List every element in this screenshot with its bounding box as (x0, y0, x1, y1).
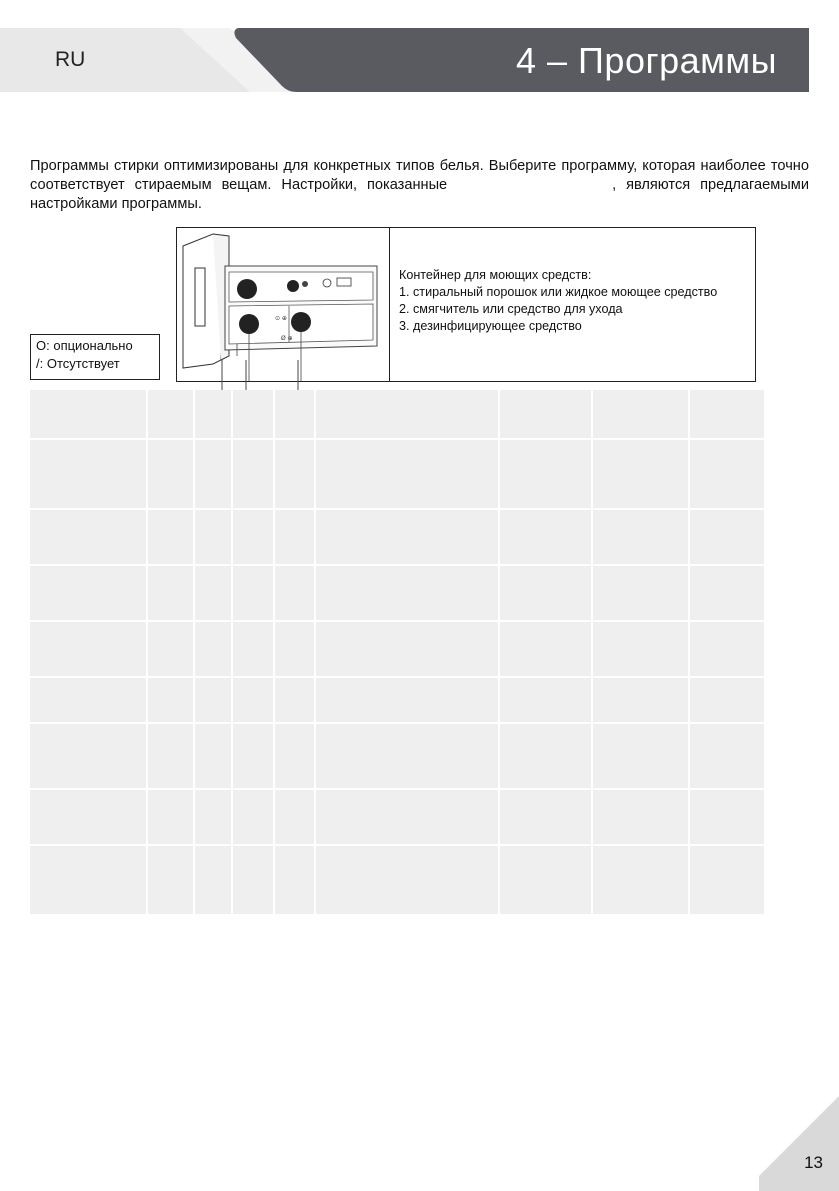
table-cell (275, 440, 316, 508)
drawer-item-2: 2. смягчитель или средство для ухода (399, 302, 623, 316)
table-cell (500, 790, 593, 844)
table-cell (30, 390, 148, 438)
table-cell (195, 510, 233, 564)
table-cell (593, 566, 690, 620)
table-cell (593, 724, 690, 788)
table-cell (148, 390, 195, 438)
table-cell (500, 566, 593, 620)
table-cell (275, 724, 316, 788)
table-cell (275, 678, 316, 722)
table-cell (316, 622, 500, 676)
section-title: 4 – Программы (516, 40, 778, 81)
table-cell (690, 510, 764, 564)
table-cell (593, 678, 690, 722)
drawer-item-3: 3. дезинфицирующее средство (399, 319, 582, 333)
table-row (30, 622, 764, 676)
table-cell (195, 790, 233, 844)
table-cell (275, 846, 316, 914)
table-cell (233, 678, 275, 722)
page-number: 13 (804, 1153, 823, 1172)
compartment-2-marker (239, 314, 259, 334)
table-cell (316, 510, 500, 564)
intro-text-2: , (612, 177, 617, 193)
table-cell (148, 790, 195, 844)
table-cell (690, 390, 764, 438)
table-cell (275, 390, 316, 438)
table-cell (195, 566, 233, 620)
table-cell (275, 510, 316, 564)
legend-optional: O: опционально (36, 338, 133, 353)
drawer-item-1: 1. стиральный порошок или жидкое моющее средство (399, 285, 718, 299)
svg-text:Ø ⊕: Ø ⊕ (281, 335, 293, 342)
table-cell (690, 622, 764, 676)
compartment-1-marker (237, 279, 257, 299)
table-cell (148, 724, 195, 788)
table-cell (148, 846, 195, 914)
table-cell (233, 622, 275, 676)
table-cell (148, 678, 195, 722)
table-cell (316, 440, 500, 508)
table-cell (593, 510, 690, 564)
table-cell (500, 440, 593, 508)
table-cell (195, 724, 233, 788)
page-corner (759, 1096, 839, 1191)
table-cell (148, 566, 195, 620)
table-cell (195, 390, 233, 438)
table-cell (233, 510, 275, 564)
program-table (30, 390, 764, 916)
table-cell (690, 724, 764, 788)
intro-text-1: Программы стирки оптимизированы для конкретных типов белья. Выберите программу, которая наиболее точно соответствует стираемым вещам. Настройки, показанные (30, 158, 809, 193)
table-row (30, 678, 764, 722)
table-cell (195, 846, 233, 914)
table-cell (316, 790, 500, 844)
table-cell (275, 622, 316, 676)
table-cell (30, 678, 148, 722)
table-cell (275, 790, 316, 844)
table-cell (593, 622, 690, 676)
detergent-drawer-box (176, 227, 756, 382)
table-cell (233, 566, 275, 620)
table-cell (233, 790, 275, 844)
table-cell (593, 390, 690, 438)
table-cell (593, 846, 690, 914)
table-row (30, 846, 764, 914)
table-cell (30, 566, 148, 620)
table-cell (500, 390, 593, 438)
table-cell (593, 440, 690, 508)
table-cell (30, 724, 148, 788)
table-row (30, 790, 764, 844)
table-cell (195, 678, 233, 722)
table-cell (690, 790, 764, 844)
legend-box (30, 334, 160, 380)
table-cell (275, 566, 316, 620)
table-cell (233, 440, 275, 508)
legend-absent: /: Отсутствует (36, 356, 120, 371)
table-cell (500, 846, 593, 914)
compartment-3-marker (291, 312, 311, 332)
table-cell (233, 724, 275, 788)
table-cell (148, 622, 195, 676)
intro-text-3: являются предлагаемыми настройками программы. (30, 177, 809, 212)
table-row (30, 566, 764, 620)
table-cell (500, 724, 593, 788)
intro-paragraph (30, 157, 809, 214)
table-cell (195, 440, 233, 508)
table-cell (195, 622, 233, 676)
table-cell (233, 846, 275, 914)
detergent-drawer-description (399, 267, 717, 335)
table-cell (500, 622, 593, 676)
svg-text:⊙ ⊕: ⊙ ⊕ (275, 315, 287, 322)
table-cell (148, 440, 195, 508)
table-cell (690, 846, 764, 914)
table-cell (30, 622, 148, 676)
table-cell (30, 440, 148, 508)
table-cell (316, 678, 500, 722)
table-cell (30, 790, 148, 844)
table-row (30, 440, 764, 508)
table-cell (30, 510, 148, 564)
table-cell (593, 790, 690, 844)
table-cell (30, 846, 148, 914)
table-cell (316, 724, 500, 788)
table-cell (316, 390, 500, 438)
drawer-heading: Контейнер для моющих средств: (399, 268, 592, 282)
table-cell (148, 510, 195, 564)
table-row (30, 510, 764, 564)
language-code: RU (55, 48, 86, 71)
table-cell (500, 510, 593, 564)
detergent-drawer-illustration (177, 228, 390, 381)
table-cell (316, 846, 500, 914)
table-cell (316, 566, 500, 620)
table-cell (500, 678, 593, 722)
table-row (30, 390, 764, 438)
table-cell (690, 678, 764, 722)
table-cell (233, 390, 275, 438)
table-cell (690, 440, 764, 508)
table-row (30, 724, 764, 788)
table-cell (690, 566, 764, 620)
